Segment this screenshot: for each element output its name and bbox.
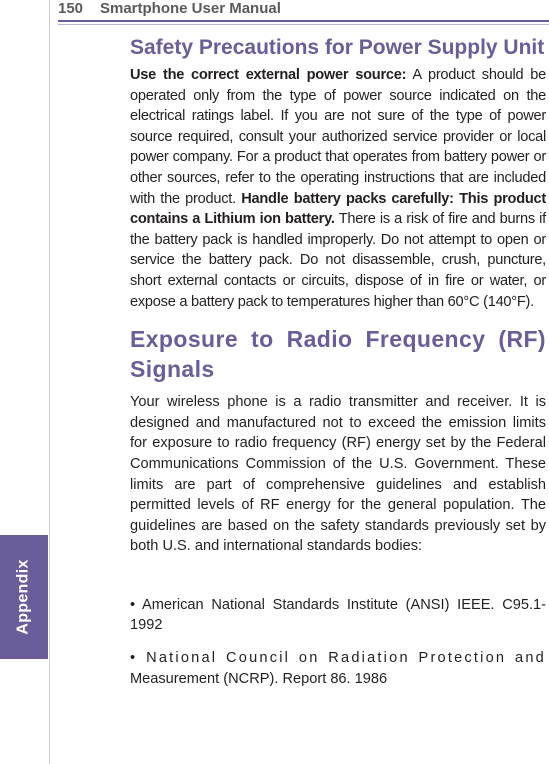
battery-packs-text: There is a risk of fire and burns if the battery pack is handled improperly. Do not attempt to open or service the battery pack. Do not disassemble, crush, puncture, short external contacts or circuits, dispose of in fire or water, or expose a battery pack to temperatures higher than 60°C (140°F). bbox=[130, 211, 546, 310]
power-source-text: A product should be operated only from the type of power source indicated on the electrical ratings label. If you are not sure of the type of power source required, consult your authorized service provider or local power company. For a product that operates from battery power or other sources, refer to the operating instructions that are included with the product. bbox=[130, 67, 546, 207]
lead-power-source: Use the correct external power source: bbox=[130, 67, 407, 83]
rf-paragraph: Your wireless phone is a radio transmitter and receiver. It is designed and manufactured not to exceed the emission limits for exposure to radio frequency (RF) energy set by the Federal Communications Commission of the U.S. Government. These limits are part of comprehensive guidelines and establish permitted levels of RF energy for the general population. The guidelines are based on the safety standards previously set by both U.S. and international standards bodies: bbox=[130, 394, 546, 555]
header-rule-thin bbox=[58, 24, 549, 25]
appendix-tab[interactable] bbox=[0, 535, 48, 659]
page-content bbox=[130, 33, 546, 689]
bullet-ansi: • American National Standards Institute (ANSI) IEEE. C95.1-1992 bbox=[130, 596, 546, 634]
header-rule bbox=[58, 20, 549, 22]
bullet-ncrp-text: • National Council on Radiation Protection and bbox=[130, 650, 546, 667]
bullet-ncrp-tail: Measurement (NCRP). Report 86. 1986 bbox=[130, 670, 388, 687]
page-header bbox=[58, 0, 549, 24]
section-title-rf-exposure: Exposure to Radio Frequency (RF) Signals bbox=[130, 326, 546, 383]
manual-title: Smartphone User Manual bbox=[100, 0, 281, 17]
appendix-tab-label: Appendix bbox=[15, 559, 33, 635]
section-title-power-supply: Safety Precautions for Power Supply Unit bbox=[130, 36, 545, 59]
sidebar-divider bbox=[49, 0, 50, 764]
page-number: 150 bbox=[58, 0, 84, 17]
power-supply-paragraph bbox=[130, 65, 546, 312]
bullet-ncrp bbox=[130, 648, 546, 689]
lead-battery-packs: Handle battery packs carefully: This product contains a Lithium ion battery. bbox=[130, 190, 547, 228]
